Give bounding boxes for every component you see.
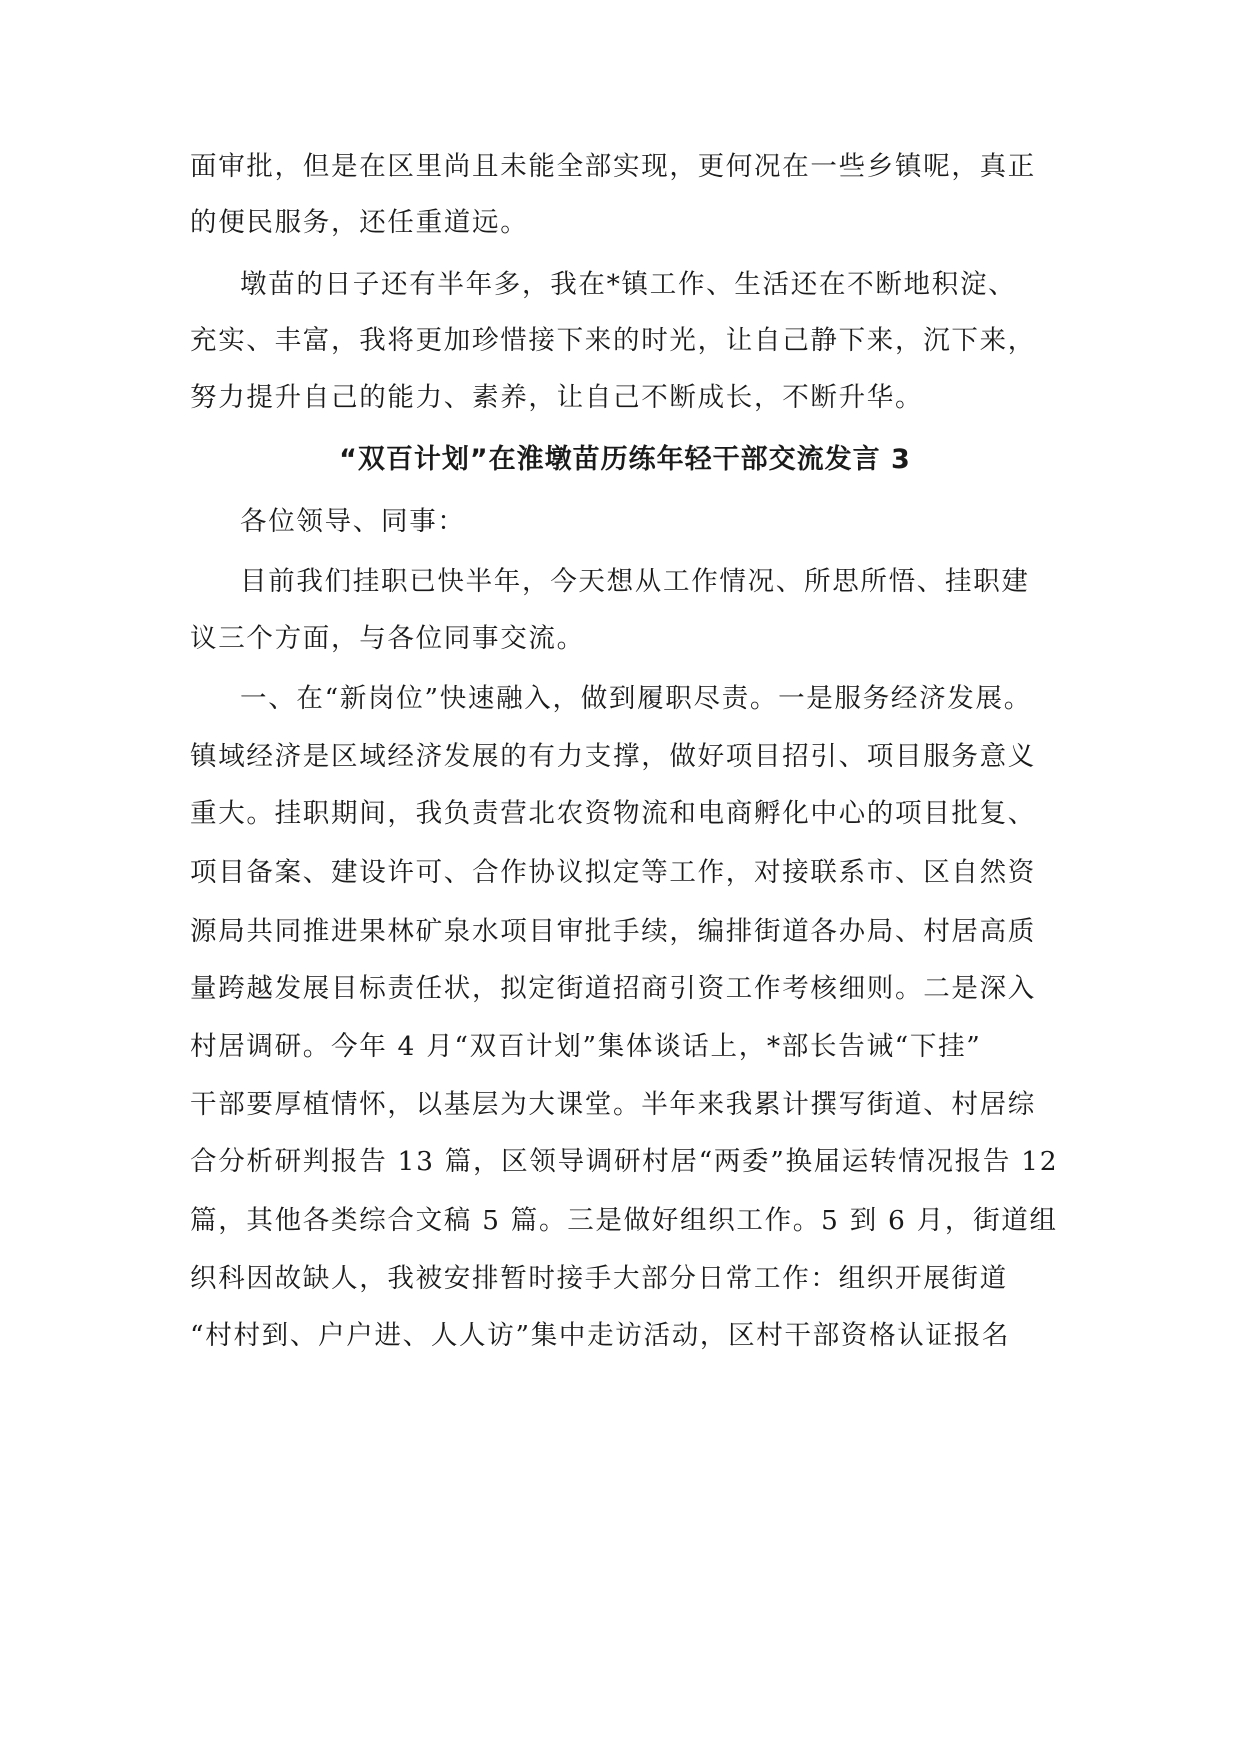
text-line-2: 的便民服务，还任重道远。	[190, 207, 529, 238]
text-line-13: 项目备案、建设许可、合作协议拟定等工作，对接联系市、区自然资	[190, 857, 1036, 888]
text-line-17: 干部要厚植情怀，以基层为大课堂。半年来我累计撰写街道、村居综	[190, 1089, 1036, 1120]
text-line-12: 重大。挂职期间，我负责营北农资物流和电商孵化中心的项目批复、	[190, 798, 1036, 829]
text-line-18: 合分析研判报告 13 篇，区领导调研村居“两委”换届运转情况报告 12	[190, 1146, 1059, 1177]
text-line-10: 一、在“新岗位”快速融入，做到履职尽责。一是服务经济发展。	[240, 683, 1032, 714]
text-line-14: 源局共同推进果林矿泉水项目审批手续，编排街道各办局、村居高质	[190, 916, 1036, 947]
text-line-1: 面审批，但是在区里尚且未能全部实现，更何况在一些乡镇呢，真正	[190, 151, 1036, 182]
text-line-20: 织科因故缺人，我被安排暂时接手大部分日常工作：组织开展街道	[190, 1263, 1008, 1294]
salutation: 各位领导、同事：	[240, 506, 466, 537]
text-line-16: 村居调研。今年 4 月“双百计划”集体谈话上，*部长告诫“下挂”	[190, 1031, 982, 1062]
section-title: “双百计划”在淮墩苗历练年轻干部交流发言 3	[339, 444, 911, 475]
text-line-5: 努力提升自己的能力、素养，让自己不断成长，不断升华。	[190, 382, 924, 413]
text-line-19: 篇，其他各类综合文稿 5 篇。三是做好组织工作。5 到 6 月，街道组	[190, 1205, 1058, 1236]
text-line-3: 墩苗的日子还有半年多，我在*镇工作、生活还在不断地积淀、	[240, 269, 1017, 300]
text-line-9: 议三个方面，与各位同事交流。	[190, 623, 585, 654]
text-line-21: “村村到、户户进、人人访”集中走访活动，区村干部资格认证报名	[190, 1320, 1011, 1351]
text-line-15: 量跨越发展目标责任状，拟定街道招商引资工作考核细则。二是深入	[190, 973, 1036, 1004]
text-line-11: 镇域经济是区域经济发展的有力支撑，做好项目招引、项目服务意义	[190, 741, 1036, 772]
text-line-4: 充实、丰富，我将更加珍惜接下来的时光，让自己静下来，沉下来，	[190, 325, 1036, 356]
text-line-8: 目前我们挂职已快半年，今天想从工作情况、所思所悟、挂职建	[240, 566, 1030, 597]
